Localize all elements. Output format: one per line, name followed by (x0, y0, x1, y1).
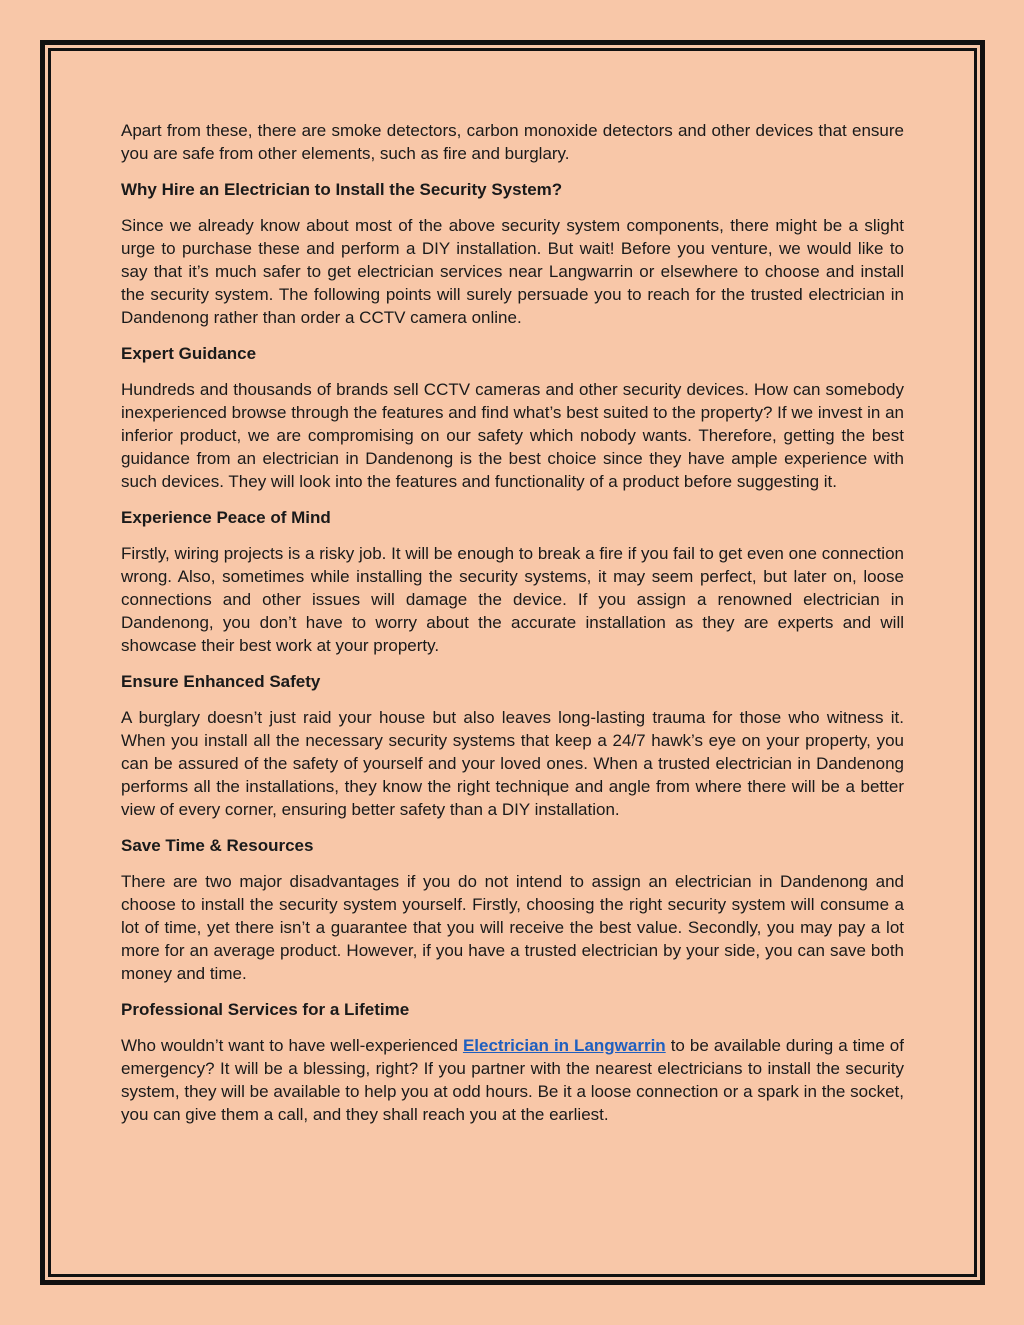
heading-professional-services: Professional Services for a Lifetime (121, 1000, 410, 1019)
heading-save-time: Save Time & Resources (121, 836, 314, 855)
electrician-langwarrin-link[interactable]: Electrician in Langwarrin (462, 1036, 666, 1055)
intro-paragraph: Apart from these, there are smoke detectors, carbon monoxide detectors and other devices that ensure you are safe from other elements, such as fire and burglary. (121, 121, 904, 163)
paragraph-enhanced-safety: A burglary doesn’t just raid your house but also leaves long-lasting trauma for those who witness it. When you install all the necessary security systems that keep a 24/7 hawk’s eye on your property, you can be assured of the safety of yourself and your loved ones. When a trusted electrician in Dandenong performs all the installations, they know the right technique and angle from where there will be a better view of every corner, ensuring better safety than a DIY installation. (121, 708, 904, 819)
heading-peace-of-mind: Experience Peace of Mind (121, 508, 331, 527)
paragraph-why-hire: Since we already know about most of the above security system components, there might be a slight urge to purchase these and perform a DIY installation. But wait! Before you venture, we would like to say that it’s much safer to get electrician services near Langwarrin or elsewhere to choose and install the security system. The following points will surely persuade you to reach for the trusted electrician in Dandenong rather than order a CCTV camera online. (121, 216, 904, 327)
article-body (121, 119, 904, 1139)
paragraph-professional-services (121, 1034, 904, 1126)
paragraph-peace-of-mind: Firstly, wiring projects is a risky job. It will be enough to break a fire if you fail to get even one connection wrong. Also, sometimes while installing the security systems, it may seem perfect, but later on, loose connections and other issues will damage the device. If you assign a renowned electrician in Dandenong, you don’t have to worry about the accurate installation as they are experts and will showcase their best work at your property. (121, 544, 904, 655)
heading-expert-guidance: Expert Guidance (121, 344, 257, 363)
paragraph-expert-guidance: Hundreds and thousands of brands sell CCTV cameras and other security devices. How can somebody inexperienced browse through the features and find what’s best suited to the property? If we invest in an inferior product, we are compromising on our safety which nobody wants. Therefore, getting the best guidance from an electrician in Dandenong is the best choice since they have ample experience with such devices. They will look into the features and functionality of a product before suggesting it. (121, 380, 904, 491)
paragraph-text-before-link: Who wouldn’t want to have well-experienced (121, 1036, 463, 1055)
paragraph-text-after-link: to be available during a time of emergency? It will be a blessing, right? If you partner with the nearest electricians to install the security system, they will be available to help you at odd hours. Be it a loose connection or a spark in the socket, you can give them a call, and they shall reach you at the earliest. (121, 1036, 904, 1124)
paragraph-save-time: There are two major disadvantages if you do not intend to assign an electrician in Dandenong and choose to install the security system yourself. Firstly, choosing the right security system will consume a lot of time, yet there isn’t a guarantee that you will receive the best value. Secondly, you may pay a lot more for an average product. However, if you have a trusted electrician by your side, you can save both money and time. (121, 872, 904, 983)
heading-why-hire: Why Hire an Electrician to Install the Security System? (121, 180, 563, 199)
heading-enhanced-safety: Ensure Enhanced Safety (121, 672, 321, 691)
